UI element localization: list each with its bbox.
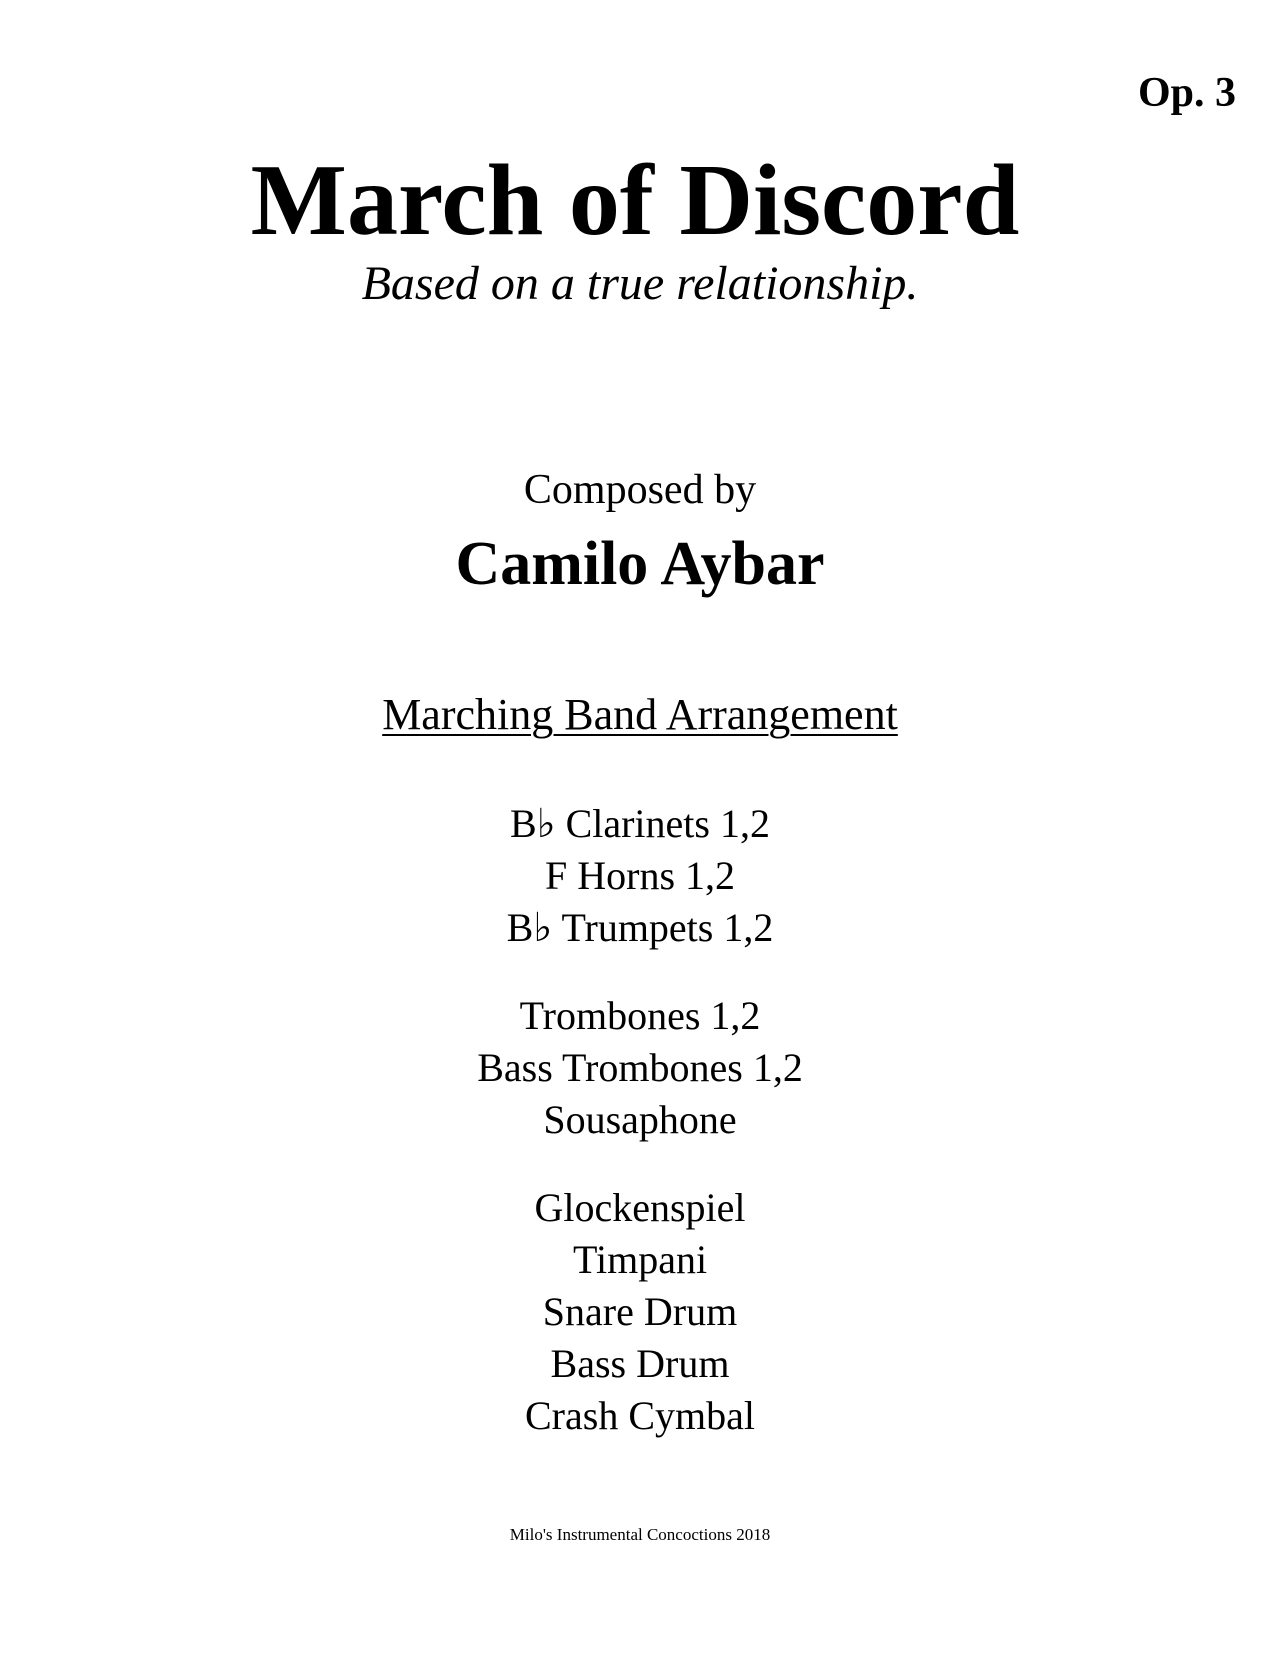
instrument-item: Glockenspiel	[534, 1185, 746, 1230]
instrument-item: Sousaphone	[543, 1097, 737, 1142]
instrument-group-low-brass	[0, 990, 1280, 1146]
instrument-item: F Horns 1,2	[544, 853, 736, 898]
arrangement-heading	[0, 691, 1280, 739]
instrument-item: Trombones 1,2	[519, 993, 761, 1038]
instrument-item: B♭ Clarinets 1,2	[510, 801, 770, 846]
instrument-item: Timpani	[572, 1237, 708, 1282]
page-title: March of Discord	[250, 144, 1020, 257]
instrument-item: B♭ Trumpets 1,2	[506, 905, 774, 950]
publisher-footer: Milo's Instrumental Concoctions 2018	[509, 1525, 771, 1544]
instrument-group-percussion	[0, 1182, 1280, 1442]
instrument-item: Bass Trombones 1,2	[477, 1045, 803, 1090]
subtitle: Based on a true relationship.	[361, 257, 919, 310]
arrangement-label: Marching Band Arrangement	[382, 690, 898, 739]
composed-by-label: Composed by	[523, 467, 757, 513]
instrument-item: Snare Drum	[542, 1289, 738, 1334]
instrument-item: Crash Cymbal	[525, 1393, 755, 1438]
instrument-item: Bass Drum	[550, 1341, 730, 1386]
opus-number: Op. 3	[1137, 70, 1236, 116]
composer-name: Camilo Aybar	[455, 530, 825, 598]
instrument-group-woodwinds-brass	[0, 798, 1280, 954]
